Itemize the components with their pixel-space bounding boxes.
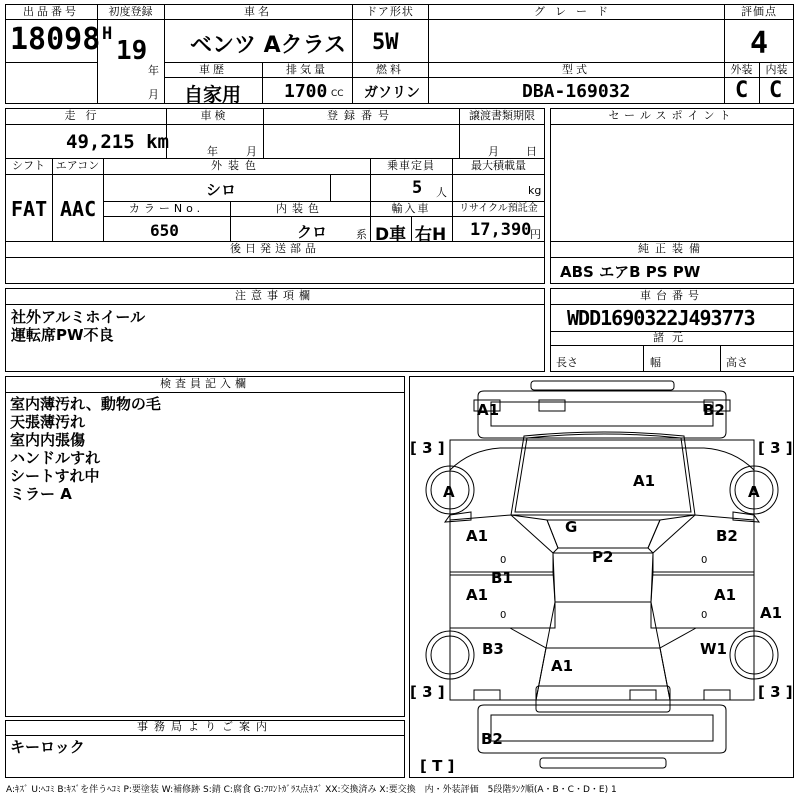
diagram-front-left-mark: A1 xyxy=(477,401,500,419)
fuel-value: ガソリン xyxy=(364,85,420,101)
score-label: 評価点 xyxy=(741,5,777,18)
diagram-zero-4: 0 xyxy=(701,610,708,621)
diagram-wheel-rf: A xyxy=(748,483,760,501)
spec-label: 諸元 xyxy=(653,331,691,344)
transfer-day: 日 xyxy=(526,145,537,158)
diagram-zero-2: 0 xyxy=(701,555,708,566)
spec-width: 幅 xyxy=(650,356,661,369)
diagram-trunk: A1 xyxy=(551,657,574,675)
reg-year: 19 xyxy=(116,36,148,66)
door-type: 5W xyxy=(372,30,399,55)
recycle-unit: 円 xyxy=(530,228,541,241)
ext-label: 外装 xyxy=(730,63,753,76)
int-label: 内装 xyxy=(765,63,788,76)
diagram-door-rf: B2 xyxy=(716,527,738,545)
equipment-value: ABS エアB PS PW xyxy=(560,263,701,281)
diagram-tire-rf: [ 3 ] xyxy=(758,439,793,457)
diagram-sill: B1 xyxy=(491,569,513,587)
inspector-label: 検査員記入欄 xyxy=(160,377,250,390)
load-label: 最大積載量 xyxy=(471,159,526,172)
model-label: 型式 xyxy=(562,63,590,76)
lot-label: 出品番号 xyxy=(23,5,79,18)
displacement-label: 排気量 xyxy=(286,63,328,76)
car-name: ベンツ Aクラス xyxy=(190,33,347,58)
inspector-line-5: シートすれ中 xyxy=(10,467,100,485)
colorno-value: 650 xyxy=(150,221,179,240)
sales-point-label: セールスポイント xyxy=(608,109,736,122)
transfer-month: 月 xyxy=(488,145,499,158)
chassis-number: WDD1690322J493773 xyxy=(567,306,755,330)
recycle-value: 17,390 xyxy=(470,220,532,240)
reg-era: H xyxy=(102,24,113,44)
ext-grade: C xyxy=(735,78,749,103)
car-name-label: 車名 xyxy=(244,5,272,18)
diagram-zero-3: 0 xyxy=(500,610,507,621)
shift-value: FAT xyxy=(11,197,48,221)
diagram-door-lr: A1 xyxy=(466,586,489,604)
grade-label: グレード xyxy=(534,5,618,18)
diagram-tire-lf: [ 3 ] xyxy=(410,439,445,457)
inspector-line-4: ハンドルすれ xyxy=(10,449,101,467)
inspector-line-1: 室内薄汚れ、動物の毛 xyxy=(10,395,161,413)
ac-label: エアコン xyxy=(55,159,100,172)
notes-line-2: 運転席PW不良 xyxy=(11,326,114,344)
diagram-hood: A1 xyxy=(633,472,656,490)
interior-label: 内装色 xyxy=(276,202,324,215)
diagram-door-lf: A1 xyxy=(466,527,489,545)
diagram-door-rr: A1 xyxy=(714,586,737,604)
inspection-label: 車検 xyxy=(200,109,229,122)
mileage-label: 走行 xyxy=(64,109,107,122)
legend: A:ｷｽﾞ U:ﾍｺﾐ B:ｷｽﾞを伴うﾍｺﾐ P:要塗装 W:補修跡 S:錆 C:腐食 G:ﾌﾛﾝﾄｶﾞﾗｽ点ｷｽﾞ XX:交換済み X:要交換 内・外装評価 5段階ﾗﾝｸ順(A・B・C・D・E) 1 xyxy=(6,785,617,795)
door-label: ドア形状 xyxy=(366,5,414,18)
color-value: シロ xyxy=(206,181,237,199)
inspector-line-6: ミラー A xyxy=(10,485,72,503)
diagram-zero-1: 0 xyxy=(500,555,507,566)
displacement-unit: CC xyxy=(331,89,344,99)
diagram-spare: [ T ] xyxy=(420,757,455,775)
mileage-value: 49,215 km xyxy=(66,131,169,153)
reg-number-label: 登録番号 xyxy=(327,109,395,122)
shift-label: シフト xyxy=(12,159,45,172)
capacity-label: 乗車定員 xyxy=(387,159,435,172)
spec-height: 高さ xyxy=(726,356,748,369)
office-label: 事務局よりご案内 xyxy=(137,720,273,733)
recycle-label: リサイクル預託金 xyxy=(459,203,538,214)
office-text: キーロック xyxy=(10,738,85,756)
parts-label: 後日発送部品 xyxy=(230,242,320,255)
capacity-value: 5 xyxy=(412,178,423,198)
chassis-label: 車台番号 xyxy=(640,289,704,302)
lot-number: 18098 xyxy=(10,22,101,57)
inspection-year: 年 xyxy=(207,145,218,158)
year-unit: 年 xyxy=(148,64,159,77)
diagram-wheel-lf: A xyxy=(443,483,455,501)
colorno-label: カラーNo. xyxy=(128,202,205,215)
car-diagram xyxy=(409,376,794,778)
notes-label: 注意事項欄 xyxy=(235,289,315,302)
interior-value: クロ xyxy=(297,223,328,241)
color-label: 外装色 xyxy=(211,159,262,172)
equipment-label: 純正装備 xyxy=(638,242,706,255)
diagram-tire-lr: [ 3 ] xyxy=(410,683,445,701)
month-unit: 月 xyxy=(148,88,159,101)
history-label: 車歴 xyxy=(199,63,227,76)
fuel-label: 燃料 xyxy=(376,63,404,76)
model-value: DBA-169032 xyxy=(522,81,631,102)
inspection-month: 月 xyxy=(246,145,257,158)
diagram-roof: P2 xyxy=(592,548,614,566)
import-label: 輸入車 xyxy=(391,202,431,215)
interior-unit: 系 xyxy=(356,228,367,241)
handle-value: 右H xyxy=(415,225,447,245)
diagram-wheel-rr: W1 xyxy=(700,640,727,658)
diagram-tire-rr: [ 3 ] xyxy=(758,683,793,701)
history-value: 自家用 xyxy=(184,84,242,106)
diagram-rear-bumper: B2 xyxy=(481,730,503,748)
int-grade: C xyxy=(769,78,783,103)
inspector-line-2: 天張薄汚れ xyxy=(10,413,86,431)
capacity-unit: 人 xyxy=(436,186,447,199)
transfer-label: 譲渡書類期限 xyxy=(469,109,535,122)
diagram-front-right-mark: B2 xyxy=(703,401,725,419)
inspector-line-3: 室内内張傷 xyxy=(10,431,86,449)
diagram-quarter-r: A1 xyxy=(760,604,783,622)
displacement-value: 1700 xyxy=(284,81,328,102)
import-value: D車 xyxy=(375,225,407,245)
diagram-wheel-lr: B3 xyxy=(482,640,504,658)
first-reg-label: 初度登録 xyxy=(108,5,153,18)
diagram-glass: G xyxy=(565,518,578,536)
spec-length: 長さ xyxy=(556,356,578,369)
notes-line-1: 社外アルミホイール xyxy=(11,308,146,326)
load-unit: kg xyxy=(528,184,542,197)
score-value: 4 xyxy=(750,26,769,61)
ac-value: AAC xyxy=(60,197,97,221)
